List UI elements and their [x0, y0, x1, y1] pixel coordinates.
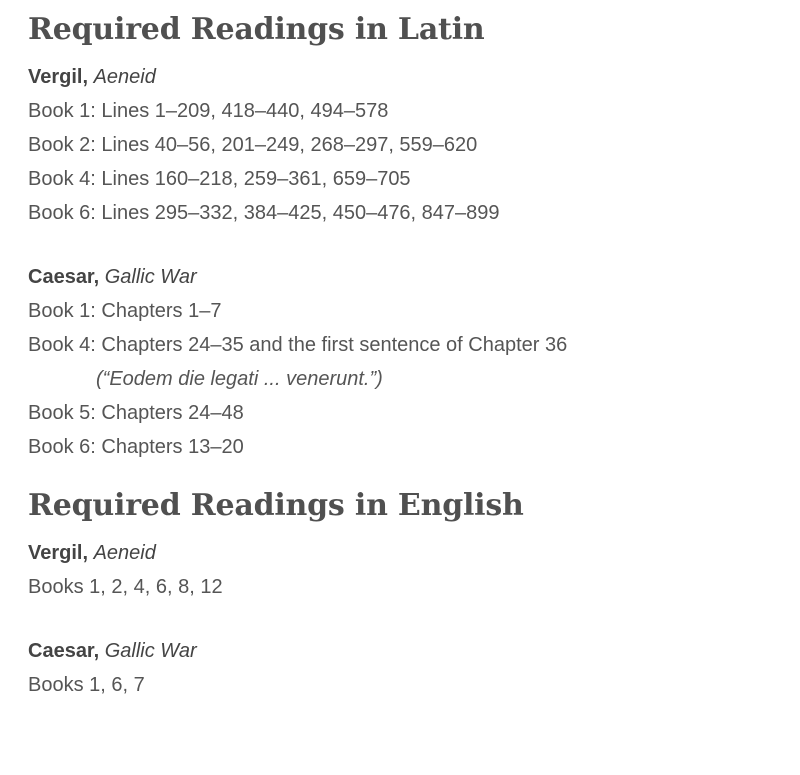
latin-vergil-section — [28, 60, 788, 230]
latin-vergil-title — [28, 60, 788, 94]
reading-quote-line: (“Eodem die legati ... venerunt.”) — [96, 368, 383, 390]
reading-line: Books 1, 6, 7 — [28, 674, 145, 696]
work-name: Gallic War — [104, 640, 197, 662]
reading-line: Book 6: Lines 295–332, 384–425, 450–476, 847–899 — [28, 202, 500, 224]
work-name: Aeneid — [93, 542, 156, 564]
author-name: Caesar, — [28, 640, 100, 662]
english-vergil-section — [28, 536, 788, 604]
reading-line: Books 1, 2, 4, 6, 8, 12 — [28, 576, 223, 598]
latin-readings-heading: Required Readings in Latin — [28, 12, 485, 47]
work-name: Gallic War — [104, 266, 197, 288]
reading-line: Book 2: Lines 40–56, 201–249, 268–297, 559–620 — [28, 134, 478, 156]
reading-line: Book 6: Chapters 13–20 — [28, 436, 244, 458]
work-name: Aeneid — [93, 66, 156, 88]
reading-line: Book 4: Chapters 24–35 and the first sentence of Chapter 36 — [28, 334, 568, 356]
english-caesar-section — [28, 634, 788, 702]
reading-line: Book 1: Lines 1–209, 418–440, 494–578 — [28, 100, 389, 122]
english-vergil-title — [28, 536, 788, 570]
latin-caesar-section — [28, 260, 788, 464]
author-name: Vergil, — [28, 542, 89, 564]
english-caesar-title — [28, 634, 788, 668]
author-name: Vergil, — [28, 66, 89, 88]
reading-line: Book 4: Lines 160–218, 259–361, 659–705 — [28, 168, 411, 190]
reading-line: Book 1: Chapters 1–7 — [28, 300, 222, 322]
english-readings-heading: Required Readings in English — [28, 488, 524, 523]
author-name: Caesar, — [28, 266, 100, 288]
reading-line: Book 5: Chapters 24–48 — [28, 402, 244, 424]
readings-page — [28, 0, 788, 702]
latin-caesar-title — [28, 260, 788, 294]
